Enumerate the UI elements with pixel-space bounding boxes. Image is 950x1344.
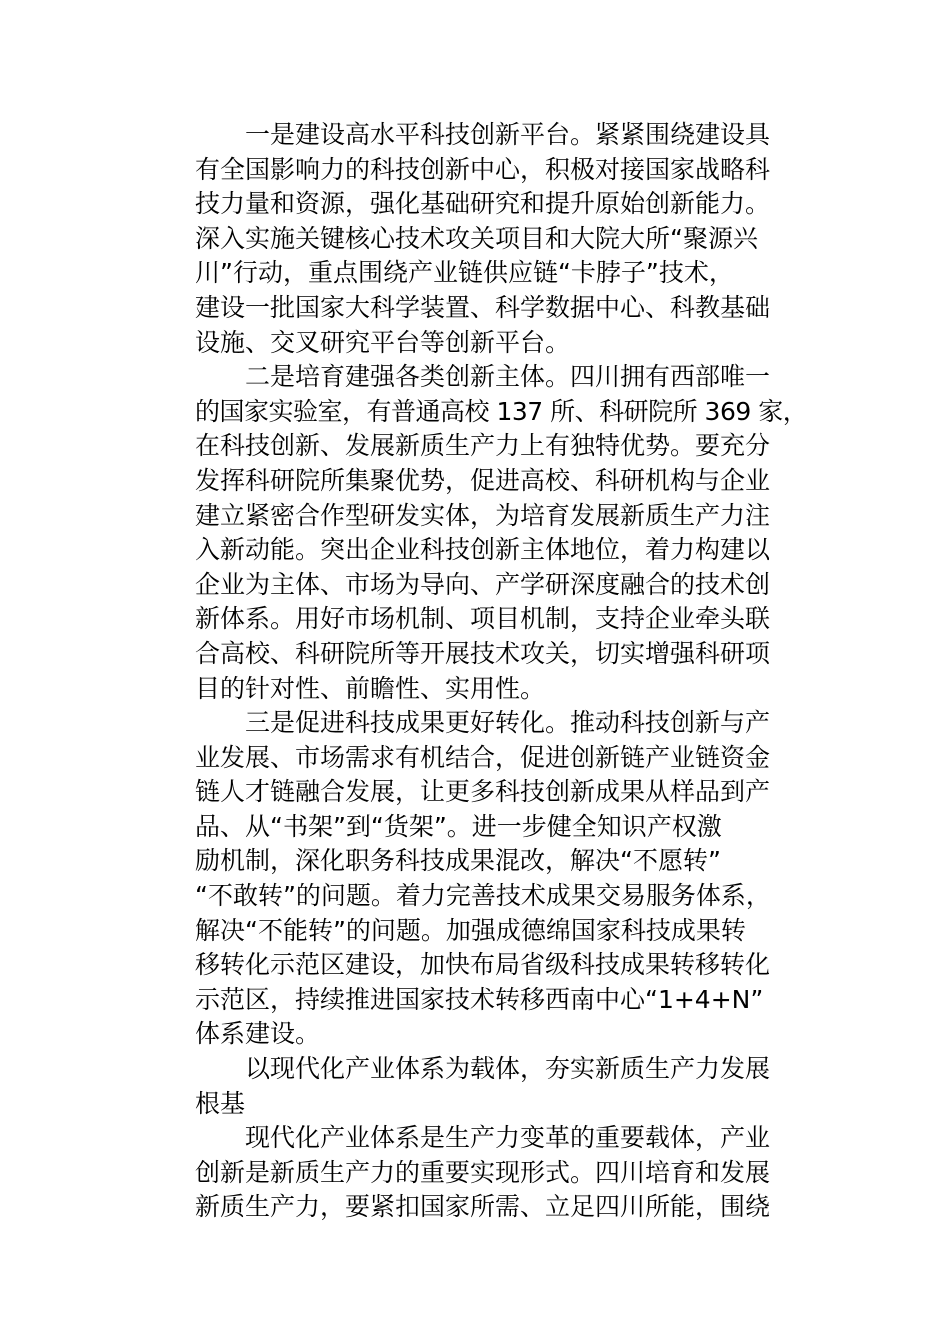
text-line: 建设一批国家大科学装置、科学数据中心、科教基础 [195,292,771,322]
text-line: 示范区，持续推进国家技术转移西南中心“1+4+N” [195,984,764,1014]
text-line: 链人才链融合发展，让更多科技创新成果从样品到产 [195,777,771,807]
text-line: 业发展、市场需求有机结合，促进创新链产业链资金 [195,742,771,772]
text-line: 目的针对性、前瞻性、实用性。 [195,673,546,703]
text-line: 有全国影响力的科技创新中心，积极对接国家战略科 [195,154,771,184]
text-line: 创新是新质生产力的重要实现形式。四川培育和发展 [195,1157,771,1187]
paragraph-innovation-platform [195,118,810,360]
text-line: 在科技创新、发展新质生产力上有独特优势。要充分 [195,431,771,461]
document-body [195,118,810,1225]
text-line: 一是建设高水平科技创新平台。紧紧围绕建设具 [245,120,771,149]
text-line: 发挥科研院所集聚优势，促进高校、科研机构与企业 [195,465,771,495]
text-line: 解决“不能转”的问题。加强成德绵国家科技成果转 [195,915,746,945]
text-line: 技力量和资源，强化基础研究和提升原始创新能力。 [195,189,771,219]
text-line: 移转化示范区建设，加快布局省级科技成果转移转化 [195,950,771,980]
text-line: 现代化产业体系是生产力变革的重要载体，产业 [245,1123,771,1153]
text-line: 设施、交叉研究平台等创新平台。 [195,327,571,357]
text-line: 体系建设。 [195,1019,321,1049]
text-line: “不敢转”的问题。着力完善技术成果交易服务体系， [195,881,771,911]
text-line: 合高校、科研院所等开展技术攻关，切实增强科研项 [195,638,771,668]
paragraph-modern-industry [195,1121,810,1225]
text-line: 建立紧密合作型研发实体，为培育发展新质生产力注 [195,500,771,530]
text-line: 新质生产力，要紧扣国家所需、立足四川所能，围绕 [195,1192,771,1222]
text-line: 川”行动，重点围绕产业链供应链“卡脖子”技术， [195,258,734,288]
text-line: 二是培育建强各类创新主体。四川拥有西部唯一 [245,362,771,392]
heading-line: 以现代化产业体系为载体，夯实新质生产力发展 [245,1054,771,1084]
paragraph-innovation-entities [195,360,810,706]
text-line: 励机制，深化职务科技成果混改，解决“不愿转” [195,846,721,876]
text-line: 企业为主体、市场为导向、产学研深度融合的技术创 [195,569,771,599]
text-line: 三是促进科技成果更好转化。推动科技创新与产 [245,708,771,738]
paragraph-achievement-transfer [195,706,810,1052]
text-line: 入新动能。突出企业科技创新主体地位，着力构建以 [195,535,771,565]
section-heading [195,1052,810,1121]
text-line: 的国家实验室，有普通高校 137 所、科研院所 369 家， [195,396,808,426]
text-line: 新体系。用好市场机制、项目机制，支持企业牵头联 [195,604,771,634]
text-line: 品、从“书架”到“货架”。进一步健全知识产权激 [195,811,722,841]
heading-line: 根基 [195,1088,246,1118]
text-line: 深入实施关键核心技术攻关项目和大院大所“聚源兴 [195,223,758,253]
